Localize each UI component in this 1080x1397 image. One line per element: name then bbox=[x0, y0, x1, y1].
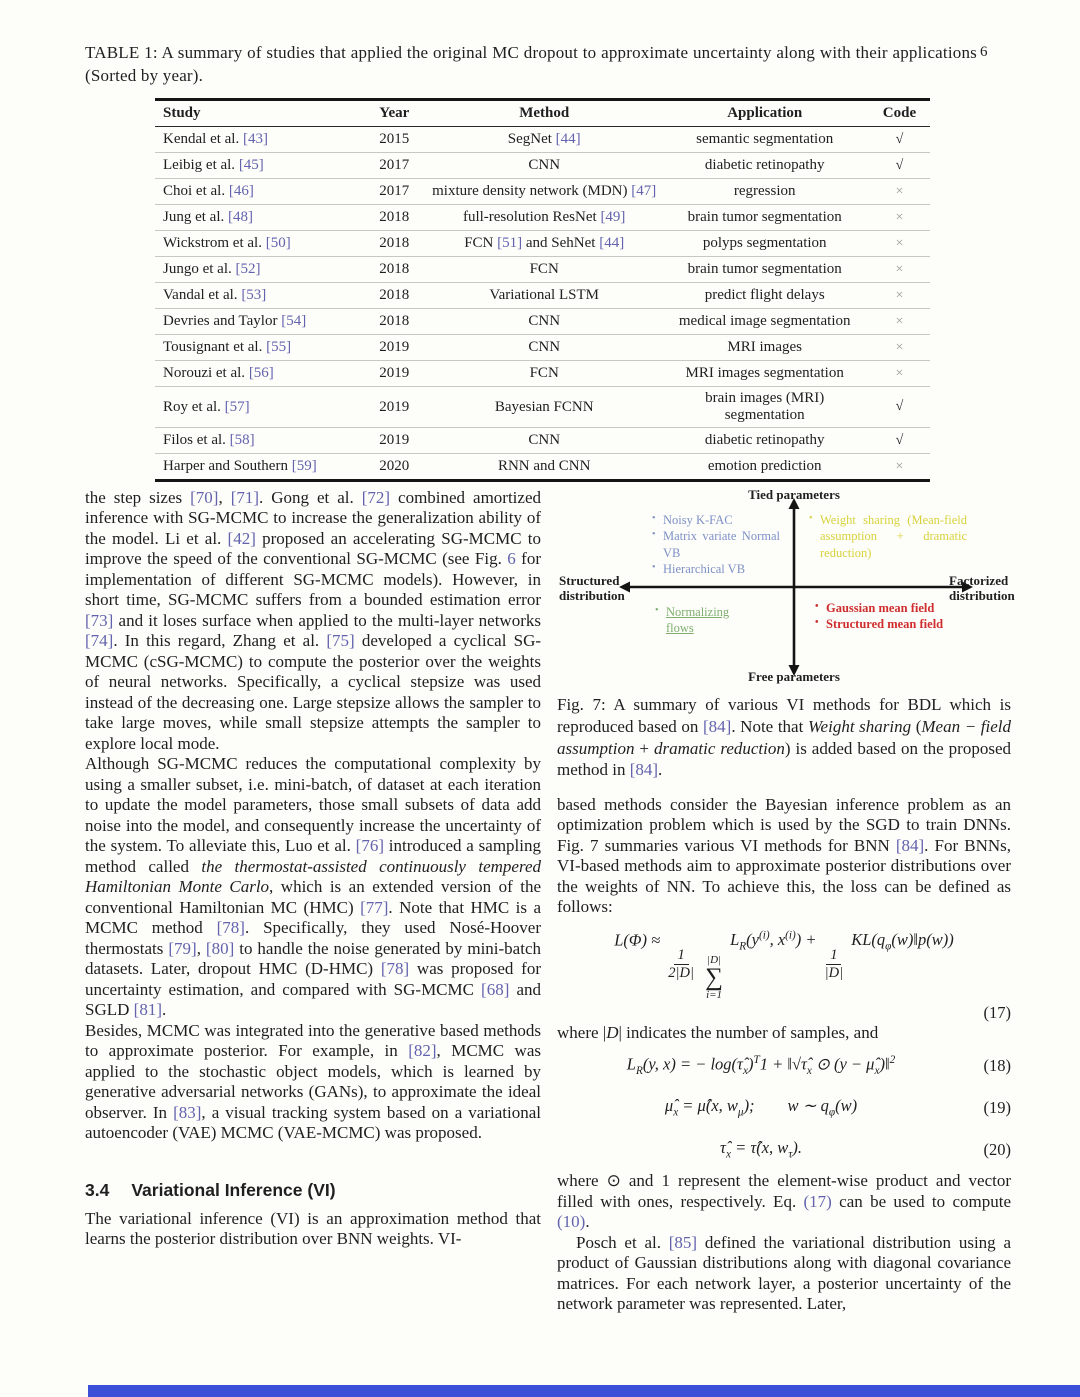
method-cell: CNN bbox=[428, 309, 661, 335]
list-item: • Gaussian mean field bbox=[815, 600, 967, 616]
axis-label-free-parameters: Free parameters bbox=[748, 669, 840, 684]
table-row bbox=[155, 335, 930, 361]
citation-link[interactable]: [44] bbox=[599, 235, 625, 251]
application-cell: regression bbox=[661, 179, 869, 205]
ref-link[interactable]: (10) bbox=[557, 1212, 586, 1232]
method-cell: Bayesian FCNN bbox=[428, 387, 661, 428]
table-row bbox=[155, 428, 930, 454]
year-cell: 2018 bbox=[361, 283, 428, 309]
study-cell: Tousignant et al. [55] bbox=[155, 335, 361, 361]
quadrant-top-right-list bbox=[809, 512, 967, 561]
fraction: $\frac{1}{2|D|}$ bbox=[668, 947, 695, 982]
method-cell: mixture density network (MDN) [47] bbox=[428, 179, 661, 205]
citation-link[interactable]: [58] bbox=[229, 432, 255, 448]
left-column bbox=[85, 488, 541, 1250]
ref-link[interactable]: (17) bbox=[803, 1191, 832, 1211]
citation-link[interactable]: [85] bbox=[668, 1232, 698, 1252]
application-cell: MRI images segmentation bbox=[661, 361, 869, 387]
citation-link[interactable]: [84] bbox=[895, 835, 925, 855]
year-cell: 2019 bbox=[361, 361, 428, 387]
study-cell: Jung et al. [48] bbox=[155, 205, 361, 231]
citation-link[interactable]: [75] bbox=[326, 631, 355, 651]
table-row bbox=[155, 127, 930, 153]
table-header-row bbox=[155, 100, 930, 127]
fraction: $\frac{1}{|D|}$ bbox=[824, 947, 844, 982]
axis-label-tied-parameters: Tied parameters bbox=[748, 487, 840, 502]
application-cell: emotion prediction bbox=[661, 454, 869, 481]
citation-link[interactable]: [78] bbox=[216, 918, 245, 938]
citation-link[interactable]: [70] bbox=[190, 488, 219, 507]
axis-label-structured-distribution: Structured distribution bbox=[559, 573, 625, 603]
code-mark: × bbox=[869, 205, 930, 231]
fig7-diagram bbox=[557, 487, 1015, 686]
year-cell: 2018 bbox=[361, 309, 428, 335]
year-cell: 2018 bbox=[361, 231, 428, 257]
equation-tag: (20) bbox=[983, 1139, 1011, 1159]
table-row bbox=[155, 309, 930, 335]
citation-link[interactable]: [82] bbox=[408, 1041, 437, 1061]
code-mark: × bbox=[869, 454, 930, 481]
citation-link[interactable]: [77] bbox=[360, 897, 389, 917]
quadrant-bottom-left-list bbox=[655, 604, 755, 637]
citation-link[interactable]: [53] bbox=[241, 287, 267, 303]
year-cell: 2017 bbox=[361, 153, 428, 179]
right-column bbox=[557, 487, 1015, 1315]
equation-tag: (18) bbox=[983, 1055, 1011, 1075]
citation-link[interactable]: [84] bbox=[703, 716, 732, 736]
equation-19: $\mû_x$ = μ̂(x, $w_\mu$); w ∼ $q_\varphi(w)$ (19) bbox=[664, 1095, 1011, 1119]
citation-link[interactable]: [68] bbox=[481, 979, 510, 999]
paragraph: based methods consider the Bayesian inference problem as an optimization problem which is used by the SGD to train DNNs. Fig. 7 summaries various VI methods for BNN [84]. For BNNs, VI-based methods aim to approximate posterior distributions over the weights of NN. To achieve this, the loss can be defined as follows: bbox=[557, 795, 1011, 917]
equation-18: $L_R(y$, x) = − $\log(\taû_x)^T1$ + $‖√\taû_x$ ⊙ $(y - \mû_x)‖^2$ (18) bbox=[626, 1053, 1011, 1077]
code-mark: √ bbox=[869, 127, 930, 153]
table-row bbox=[155, 454, 930, 481]
fig7-caption: Fig. 7: A summary of various VI methods for BDL which is reproduced based on [84]. Note that Weight sharing (Mean − field assumption + dramatic reduction) is added based on the proposed method in [84]. bbox=[557, 695, 1012, 780]
paragraph: Besides, MCMC was integrated into the generative based methods to approximate posterior. For example, in [82], MCMC was applied to the stochastic object models, which is learned by generative adversarial networks (GANs), to approximate the ideal observer. In [83], a visual tracking system based on a variational autoencoder (VAE) MCMC (VAE-MCMC) was proposed. bbox=[85, 1020, 541, 1143]
study-cell: Jungo et al. [52] bbox=[155, 257, 361, 283]
code-mark: √ bbox=[869, 387, 930, 428]
paragraph: where |D| indicates the number of samples, and bbox=[557, 1023, 879, 1043]
quadrant-bottom-right-list bbox=[815, 600, 967, 633]
application-cell: MRI images bbox=[661, 335, 869, 361]
method-cell: CNN bbox=[428, 428, 661, 454]
application-cell: semantic segmentation bbox=[661, 127, 869, 153]
citation-link[interactable]: [49] bbox=[600, 209, 626, 225]
citation-link[interactable]: [44] bbox=[555, 131, 581, 147]
equation-tag: (19) bbox=[983, 1097, 1011, 1117]
method-cell: CNN bbox=[428, 335, 661, 361]
study-cell: Filos et al. [58] bbox=[155, 428, 361, 454]
summation: |D| ∑ i=1 bbox=[705, 954, 723, 1002]
method-cell: FCN [51] and SehNet [44] bbox=[428, 231, 661, 257]
year-cell: 2018 bbox=[361, 257, 428, 283]
citation-link[interactable]: [51] bbox=[497, 235, 523, 251]
citation-link[interactable]: [43] bbox=[242, 131, 268, 147]
code-mark: × bbox=[869, 257, 930, 283]
code-mark: × bbox=[869, 179, 930, 205]
method-cell: FCN bbox=[428, 257, 661, 283]
application-cell: medical image segmentation bbox=[661, 309, 869, 335]
col-header-application: Application bbox=[661, 100, 869, 127]
application-cell: diabetic retinopathy bbox=[661, 428, 869, 454]
col-header-method: Method bbox=[428, 100, 661, 127]
table-row bbox=[155, 231, 930, 257]
table-row bbox=[155, 257, 930, 283]
application-cell: brain images (MRI) segmentation bbox=[661, 387, 869, 428]
table-row bbox=[155, 153, 930, 179]
table-caption: TABLE 1: A summary of studies that applied the original MC dropout to approximate uncertainty along with their applications (Sorted by year). bbox=[85, 43, 977, 85]
citation-link[interactable]: [84] bbox=[629, 760, 659, 780]
code-mark: √ bbox=[869, 153, 930, 179]
col-header-year: Year bbox=[361, 100, 428, 127]
section-number: 3.4 bbox=[85, 1179, 110, 1200]
citation-link[interactable]: [73] bbox=[85, 610, 114, 630]
paragraph: Although SG-MCMC reduces the computational complexity by using a smaller subset, i.e. mini-batch, of dataset at each iteration to update the model parameters, those small subsets of data add noise into the model, and consequently increase the uncertainty of the system. To alleviate this, Luo et al. [76] introduced a sampling method called the thermostat-assisted continuously tempered Hamiltonian Monte Carlo, which is an extended version of the conventional Hamiltonian MC (HMC) [77]. Note that HMC is a MCMC method [78]. Specifically, they used Nosé-Hoover thermostats [79], [80] to handle the noise generated by mini-batch datasets. Later, dropout HMC (D-HMC) [78] was proposed for uncertainty estimation, and compared with SG-MCMC [68] and SGLD [81]. bbox=[85, 754, 542, 1020]
study-cell: Harper and Southern [59] bbox=[155, 454, 361, 481]
paragraph: The variational inference (VI) is an approximation method that learns the posterior distribution over BNN weights. VI- bbox=[85, 1208, 541, 1249]
study-cell: Kendal et al. [43] bbox=[155, 127, 361, 153]
citation-link[interactable]: [57] bbox=[224, 398, 250, 415]
application-cell: brain tumor segmentation bbox=[661, 257, 869, 283]
citation-link[interactable]: [56] bbox=[248, 365, 274, 381]
citation-link[interactable]: [81] bbox=[133, 1000, 162, 1020]
study-cell: Devries and Taylor [54] bbox=[155, 309, 361, 335]
table-row bbox=[155, 205, 930, 231]
bottom-bar bbox=[88, 1385, 1080, 1397]
citation-link[interactable]: [42] bbox=[227, 528, 256, 548]
citation-link[interactable]: [59] bbox=[291, 458, 317, 474]
year-cell: 2019 bbox=[361, 387, 428, 428]
year-cell: 2019 bbox=[361, 335, 428, 361]
table-row bbox=[155, 283, 930, 309]
table-row bbox=[155, 361, 930, 387]
citation-link[interactable]: [52] bbox=[235, 261, 261, 277]
quadrant-top-left-list bbox=[652, 512, 780, 577]
page-number: 6 bbox=[980, 44, 988, 60]
axis-label-factorized-distribution: Factorized distribution bbox=[949, 573, 1015, 603]
year-cell: 2015 bbox=[361, 127, 428, 153]
list-item: • Noisy K-FAC bbox=[652, 512, 780, 528]
citation-link[interactable]: [78] bbox=[380, 959, 410, 979]
year-cell: 2019 bbox=[361, 428, 428, 454]
code-mark: × bbox=[869, 309, 930, 335]
equation-tag: (17) bbox=[983, 1003, 1011, 1023]
ref-link[interactable]: 6 bbox=[507, 549, 516, 569]
equation-20: $\taû_x$ = τ̂(x, $w_\tau$). (20) bbox=[720, 1137, 1011, 1160]
section-heading bbox=[85, 1180, 541, 1201]
citation-link[interactable]: [47] bbox=[631, 183, 657, 199]
col-header-code: Code bbox=[869, 100, 930, 127]
citation-link[interactable]: [83] bbox=[173, 1102, 202, 1122]
list-item: • Structured mean field bbox=[815, 616, 967, 632]
application-cell: polyps segmentation bbox=[661, 231, 869, 257]
table-row bbox=[155, 387, 930, 428]
study-cell: Wickstrom et al. [50] bbox=[155, 231, 361, 257]
application-cell: diabetic retinopathy bbox=[661, 153, 869, 179]
code-mark: × bbox=[869, 231, 930, 257]
year-cell: 2020 bbox=[361, 454, 428, 481]
equation-17: L(Φ) ≈ $\frac{1}{2|D|}$ |D| ∑ i=1 $L_R(y^{(i)}$, $x^{(i)}$) + $\frac{1}{|D|}$ $KL(q_\varphi(w)‖p(w))$ (17) bbox=[557, 930, 1011, 1023]
application-cell: predict flight delays bbox=[661, 283, 869, 309]
paragraph: where ⊙ and 1 represent the element-wise product and vector filled with ones, respectively. Eq. (17) can be used to compute (10). bbox=[557, 1171, 1011, 1232]
code-mark: √ bbox=[869, 428, 930, 454]
list-item: • Weight sharing (Mean-field assumption + dramatic reduction) bbox=[809, 512, 967, 561]
citation-link[interactable]: [80] bbox=[205, 938, 235, 958]
method-cell: RNN and CNN bbox=[428, 454, 661, 481]
list-item: • Matrix variate Normal VB bbox=[652, 528, 780, 561]
citation-link[interactable]: [54] bbox=[281, 313, 307, 329]
study-cell: Roy et al. [57] bbox=[155, 387, 361, 428]
citation-link[interactable]: [71] bbox=[230, 488, 260, 507]
citation-link[interactable]: [46] bbox=[228, 183, 254, 199]
method-cell: SegNet [44] bbox=[428, 127, 661, 153]
study-cell: Vandal et al. [53] bbox=[155, 283, 361, 309]
year-cell: 2017 bbox=[361, 179, 428, 205]
citation-link[interactable]: [79] bbox=[168, 938, 197, 958]
application-cell: brain tumor segmentation bbox=[661, 205, 869, 231]
citation-link[interactable]: [72] bbox=[361, 488, 391, 507]
citation-link[interactable]: [74] bbox=[85, 631, 114, 651]
study-cell: Choi et al. [46] bbox=[155, 179, 361, 205]
section-title: Variational Inference (VI) bbox=[131, 1179, 336, 1200]
code-mark: × bbox=[869, 361, 930, 387]
paragraph: the step sizes [70], [71]. Gong et al. [72] combined amortized inference with SG-MCMC to increase the generalization ability of the model. Li et al. [42] proposed an accelerating SG-MCMC to improve the speed of the conventional SG-MCMC (see Fig. 6 for implementation of different SG-MCMC models). However, in short time, SG-MCMC suffers from a bounded estimation error [73] and it loses surface when applied to the multi-layer networks [74]. In this regard, Zhang et al. [75] developed a cyclical SG-MCMC (cSG-MCMC) to compute the posterior over the weights of neural networks. Specifically, a cyclical stepsize was used instead of the decreasing one. Large stepsize allows the sampler to take large moves, while small stepsize attempts the sampler to explore local mode. bbox=[85, 488, 542, 753]
table-row bbox=[155, 179, 930, 205]
code-mark: × bbox=[869, 335, 930, 361]
method-cell: Variational LSTM bbox=[428, 283, 661, 309]
study-cell: Norouzi et al. [56] bbox=[155, 361, 361, 387]
citation-link[interactable]: [45] bbox=[238, 157, 264, 173]
col-header-study: Study bbox=[155, 100, 361, 127]
list-item: • Normalizing flows bbox=[655, 604, 755, 637]
citation-link[interactable]: [76] bbox=[355, 836, 384, 856]
citation-link[interactable]: [55] bbox=[266, 339, 292, 355]
citation-link[interactable]: [50] bbox=[265, 235, 291, 251]
method-cell: full-resolution ResNet [49] bbox=[428, 205, 661, 231]
studies-table bbox=[155, 98, 930, 482]
study-cell: Leibig et al. [45] bbox=[155, 153, 361, 179]
method-cell: FCN bbox=[428, 361, 661, 387]
year-cell: 2018 bbox=[361, 205, 428, 231]
method-cell: CNN bbox=[428, 153, 661, 179]
code-mark: × bbox=[869, 283, 930, 309]
citation-link[interactable]: [48] bbox=[228, 209, 253, 225]
paragraph: Posch et al. [85] defined the variational distribution using a product of Gaussian distributions along with diagonal covariance matrices. For each network layer, a posterior uncertainty of the network parameter was represented. Later, bbox=[557, 1232, 1012, 1314]
list-item: • Hierarchical VB bbox=[652, 561, 780, 577]
